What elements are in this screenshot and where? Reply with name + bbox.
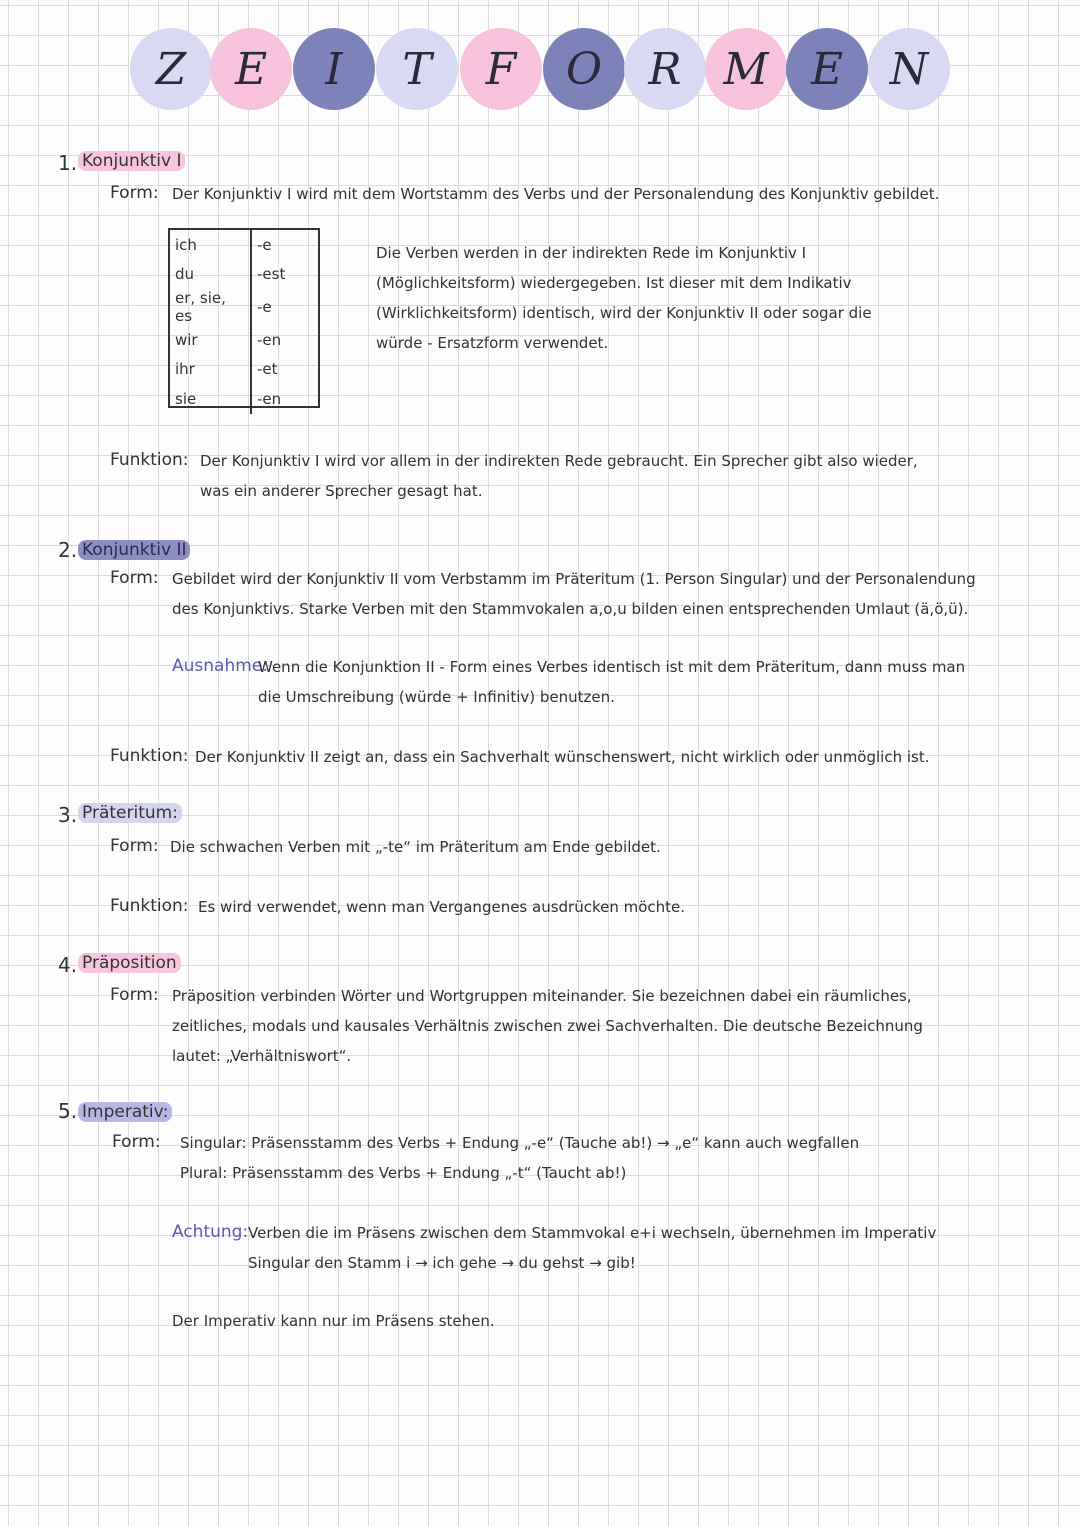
title-letter: E (210, 28, 292, 110)
form-label: Form: (112, 1132, 161, 1152)
title-letter: M (705, 28, 787, 110)
table-ending: -e (257, 235, 272, 254)
attention-text (248, 1218, 936, 1278)
section-number: 3. (58, 803, 78, 827)
text-line: Verben die im Präsens zwischen dem Stammvokal e+i wechseln, übernehmen im Imperativ (248, 1224, 937, 1242)
text-line: Der Konjunktiv I wird vor allem in der indirekten Rede gebraucht. Ein Sprecher gibt also wieder, (200, 452, 918, 470)
form-text (172, 981, 923, 1071)
title-letter: F (460, 28, 542, 110)
conjugation-table (168, 228, 320, 408)
text-line: Gebildet wird der Konjunktiv II vom Verbstamm im Präteritum (1. Person Singular) und der Personalendung (172, 570, 976, 588)
title-letter: O (543, 28, 625, 110)
table-row (170, 325, 312, 355)
form-label: Form: (110, 836, 159, 856)
text-line: die Umschreibung (würde + Infinitiv) benutzen. (258, 688, 615, 706)
text-line: des Konjunktivs. Starke Verben mit den Stammvokalen a,o,u bilden einen entsprechenden Umlaut (ä,ö,ü). (172, 600, 969, 618)
table-person: sie (170, 384, 251, 414)
table-ending: -e (257, 298, 272, 316)
table-row (170, 260, 312, 290)
text-line: Präposition verbinden Wörter und Wortgruppen miteinander. Sie bezeichnen dabei ein räumliches, (172, 987, 912, 1005)
title-letter: Z (130, 28, 212, 110)
text-line: Wenn die Konjunktion II - Form eines Verbes identisch ist mit dem Präteritum, dann muss man (258, 658, 966, 676)
form-text (172, 564, 976, 624)
table-ending: -en (257, 389, 282, 408)
title-letter: T (376, 28, 458, 110)
function-label: Funktion: (110, 746, 189, 766)
table-person: wir (170, 325, 251, 355)
note-line: würde - Ersatzform verwendet. (376, 334, 609, 352)
title-letter: E (786, 28, 868, 110)
note-line: Die Verben werden in der indirekten Rede im Konjunktiv I (376, 244, 807, 262)
exception-text (258, 652, 965, 712)
section-title: Konjunktiv I (78, 151, 185, 171)
function-text (200, 446, 918, 506)
form-label: Form: (110, 183, 159, 203)
text-line: Singular den Stamm i → ich gehe → du gehst → gib! (248, 1254, 636, 1272)
text-line: Singular: Präsensstamm des Verbs + Endung „-e“ (Tauche ab!) → „e“ kann auch wegfallen (180, 1134, 860, 1152)
text-line: lautet: „Verhältniswort“. (172, 1047, 352, 1065)
title-letter: R (624, 28, 706, 110)
table-person: er, sie, es (170, 289, 251, 325)
text-line: Plural: Präsensstamm des Verbs + Endung „-t“ (Taucht ab!) (180, 1164, 627, 1182)
table-row (170, 289, 312, 325)
form-text: Der Konjunktiv I wird mit dem Wortstamm des Verbs und der Personalendung des Konjunktiv gebildet. (172, 185, 940, 203)
final-note: Der Imperativ kann nur im Präsens stehen. (172, 1312, 495, 1330)
table-person: ihr (170, 355, 251, 385)
title-letter: I (293, 28, 375, 110)
function-label: Funktion: (110, 450, 189, 470)
title-letter: N (868, 28, 950, 110)
form-label: Form: (110, 985, 159, 1005)
table-ending: -et (257, 360, 278, 379)
text-line: was ein anderer Sprecher gesagt hat. (200, 482, 483, 500)
form-text (180, 1128, 859, 1188)
table-person: ich (170, 230, 251, 260)
table-person: du (170, 260, 251, 290)
table-ending: -en (257, 330, 282, 349)
section-number: 4. (58, 953, 78, 977)
section-title: Konjunktiv II (78, 540, 190, 560)
section-number: 5. (58, 1099, 78, 1123)
function-text: Der Konjunktiv II zeigt an, dass ein Sachverhalt wünschenswert, nicht wirklich oder unmöglich ist. (195, 748, 930, 766)
section-number: 1. (58, 151, 78, 175)
text-line: zeitliches, modals und kausales Verhältnis zwischen zwei Sachverhalten. Die deutsche Bezeichnung (172, 1017, 923, 1035)
section-title: Präteritum: (78, 803, 182, 823)
exception-label: Ausnahme: (172, 656, 268, 676)
note-line: (Möglichkeitsform) wiedergegeben. Ist dieser mit dem Indikativ (376, 274, 852, 292)
section-title: Präposition (78, 953, 181, 973)
table-row (170, 355, 312, 385)
note-line: (Wirklichkeitsform) identisch, wird der Konjunktiv II oder sogar die (376, 304, 872, 322)
note-block (376, 238, 872, 358)
attention-label: Achtung: (172, 1222, 249, 1242)
table-ending: -est (257, 265, 286, 284)
function-text: Es wird verwendet, wenn man Vergangenes ausdrücken möchte. (198, 898, 686, 916)
section-number: 2. (58, 538, 78, 562)
table-row (170, 384, 312, 414)
form-text: Die schwachen Verben mit „-te“ im Präteritum am Ende gebildet. (170, 838, 661, 856)
section-title: Imperativ: (78, 1102, 172, 1122)
function-label: Funktion: (110, 896, 189, 916)
form-label: Form: (110, 568, 159, 588)
table-row (170, 230, 312, 260)
